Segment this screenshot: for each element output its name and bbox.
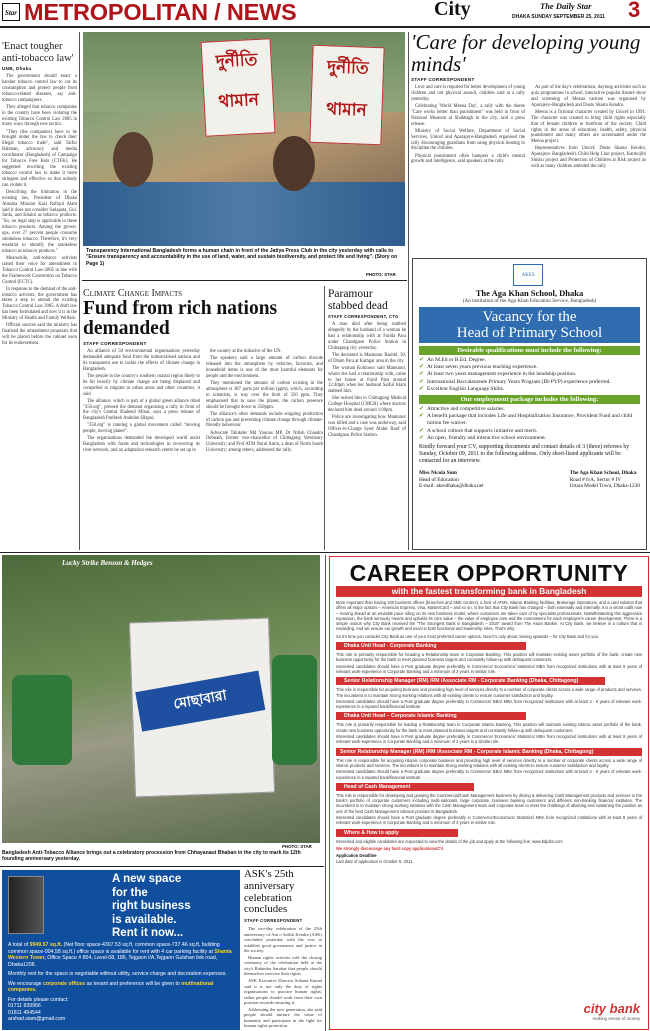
byline: STAFF CORRESPONDENT bbox=[244, 918, 303, 924]
protest-sign-right: দুর্নীতি থামান bbox=[309, 45, 384, 145]
org-tagline: (An institution of the Aga Khan Education Service, Bangladesh) bbox=[462, 298, 597, 304]
byline: STAFF CORRESPONDENT bbox=[411, 77, 475, 82]
masthead bbox=[0, 0, 650, 26]
tenant-preference: We encourage corporate offices as tenant and preference will be given to multinational companies. bbox=[8, 980, 214, 993]
tobacco-article bbox=[2, 41, 77, 549]
position-3-desc: This role is primarily responsible for leading a Relationship team in Corporate Islamic Banking. This position will maintain existing Islamic asset portfolio of the bank, create new business opportunity for the bank to meet planned business targets and constantly follow-up with delinquent customers. bbox=[336, 722, 642, 733]
vacancy-title: Vacancy for the Head of Primary School bbox=[419, 307, 640, 343]
akes-logo: AKES bbox=[513, 264, 543, 286]
kicker: Climate Change Impacts bbox=[83, 288, 183, 299]
position-3-req: Interested candidates should have a Post graduate degree preferably in Commerce/ Economics/ Statistics/ MBA from recognized institutions with at least 8 years of relevant work-experience in Corporate Banking and a minimum of 3 years in a similar role. bbox=[336, 734, 642, 745]
rent-terms: Monthly rent for the space is negotiable without utility, service charge and decoration expenses. bbox=[8, 971, 227, 977]
intro-2: So it's time you consider City Bank as one of your most preferred career options. Now it's only about moving upwards – for City Bank and for you. bbox=[336, 633, 600, 639]
procession-banner bbox=[129, 618, 275, 798]
photo-credit: PHOTO: STAR bbox=[366, 272, 396, 277]
position-2-desc: This role is responsible for acquiring business and providing high level of services directly to a number of corporate clients across a wide range of products and services. The incumbent is to maintain strong working relations with all existing clients to ensure customer satisfaction and loyalty. bbox=[336, 687, 642, 698]
headline: ASK's 25th anniversary celebration concludes bbox=[244, 869, 295, 916]
section-title: METROPOLITAN / NEWS bbox=[24, 0, 297, 25]
position-1-req: Interested candidates should have a Post graduate degree preferably in Commerce/ Economics/ Statistics/ MBA from recognized institutions with at least 8 years of relevant work-experience in Corporate Banking and a minimum of 3 years in similar role. bbox=[336, 663, 642, 674]
position-5-desc: This role is responsible for developing and growing the Commercial/Cash Management business by driving & delivering Cash Management products and services to the bank's portfolio of corporate customers including multi-nationals, large corporate, business banking customers and different non-banking financial institutes. The incumbent is to maintain strong working relations with the Cash Management team and corporate team to meet the challenge of attaining and sustaining the position as one of the best Cash Management solution provider in Bangladesh. bbox=[336, 792, 642, 814]
human-chain-photo bbox=[83, 32, 405, 246]
space-details: A total of 9949.57 sq.ft. (Net floor space-4307.53 sq.ft, common space-737.46 sq.ft, building common space-904.58 sq.ft.) office space is available for rent with 4 car parking facility at Shanta Western Tower, Office Space # 804, Level-08, 186, Tejgaon I/A,Tejgaon Gulshan link road, Dhaka1208. bbox=[8, 942, 232, 968]
apply-text: Kindly forward your CV, supporting documents and contact details of 3 (three) referees by Sunday, October 09, 2011 to the following address. Only short-listed applicants will be contacted for an interview. bbox=[419, 444, 630, 465]
care-article bbox=[411, 31, 649, 253]
headline: Paramour stabbed dead bbox=[328, 288, 388, 312]
star-logo: Star bbox=[2, 3, 20, 21]
page-number: 3 bbox=[628, 0, 641, 22]
intro: More important than having 100 business offices (branches and SME centers), a host of ATMs, Islamic Banking facilities, Brokerage Operations, and a card solution that offers all major options – American Express, Visa, MasterCard – and so on, is the fact that City Bank has changed – both externally and internally. It is a smart outfit now – moving ahead at an enviable pace riding on its new business model, where customers are taken care of by specialist professionals. Notwithstanding this aggressive expansion, the bank seriously means and upholds its core value – the value of employee care and the commitment for each employee's career development. There is a simple reason why City Bank received the "The Strongest Bank in Bangladesh – 2010" award from The Asian Banker. At City Bank, we believe in a culture that is rewarding. And we ensure our growth and excel in both functional and leadership roles. That's why. bbox=[336, 600, 642, 632]
banner-top: Lucky Strike Benson & Hedges bbox=[62, 559, 153, 567]
ask-article bbox=[244, 869, 322, 1031]
byline: UNB, Dhaka bbox=[2, 66, 32, 71]
paramour-article bbox=[328, 288, 406, 550]
position-4-desc: This role is responsible for acquiring Islamic corporate business and providing high level of services directly to a number of corporate clients across a wide range of Islamic products and services. The incumbent is to maintain strong working relations with all existing clients to ensure customer satisfaction and loyalty. bbox=[336, 757, 642, 768]
body: A man died after being stabbed allegedly by the husband of a woman he had a relationship with at Farida Para under Chandgaon Police Station in Chittagong city yesterday. The deceased is Mamunur Rashid, 30, of Dham Para at Kathgar area in the city. The woman Kohinoor said Mamunur, whom she had a relationship with, came to her house at Farid Para around 12:40pm when her husband Saiful Islam stabbed him. She rushed him to Chittagong Medical College Hospital (CMCH) where doctors declared him dead around 1:00pm. Police are investigating how Mamunur was killed and a case was underway, said Officer-in-Charge Syed Abdur Rauf of Chandgaon Police Station. bbox=[328, 322, 406, 439]
package-list: ✔ Attractive and competitive salaries. ✔ A benefit package that includes Life and Hospitalization Insurance, Provident Fund and child tuition fee waiver. ✔ A school culture that supports initiative and merit. ✔ An open, friendly and interactive school environment. bbox=[419, 406, 640, 442]
city-label: City bbox=[434, 0, 471, 20]
package-bar: Our employment package includes the following: bbox=[419, 395, 640, 404]
rally-photo-credit: PHOTO: STAR bbox=[282, 844, 312, 849]
aga-khan-ad bbox=[412, 258, 647, 550]
hard-copy-notice: We strongly discourage any hard copy applications/CV. bbox=[336, 845, 444, 851]
deadline-label: Application Deadline bbox=[336, 853, 377, 859]
position-1-title: Dhaka Unit Head - Corporate Banking bbox=[336, 642, 526, 650]
protest-sign-left: দুর্নীতি থামান bbox=[201, 38, 276, 137]
qualifications-bar: Desirable qualifications must include the following: bbox=[419, 346, 640, 355]
human-chain-caption: Transparency International Bangladesh forms a human chain in front of the Jatiya Press Club in the city yesterday with calls to "Ensure transparency and accountability in the use of land, water, and sustain biodiversity, and protect life and living". (Story on Page 1) bbox=[86, 248, 398, 267]
body: The government should enact a harsher tobacco control law to cut its consumption and protect people from tobacco-related diseases, say anti-tobacco campaigners. They alleged that tobacco companies in the country have been violating the existing Tobacco Control Law 2005 in many ways through new tactics. "They (the companies) have to be brought under the law to check their illegal tobacco trade", said Taifur Rahman, advocacy and media coordinator (Bangladesh) of Campaign for Tobacco Free Kids (CTFK). He suggested rewriting the existing tobacco control law to make it more stringent and effective so that nobody can violate it. Describing the limitation in the existing law, President of Dhaka Ahsania Mission Kazi Rafiqul Alam said it does not consider Sadapata, Gul, Jarda, and Khaini as tobacco products. "So, no legal step is applicable to these tobacco products. Among the grown-ups, over 27 percent people consume smokeless tobacco. Therefore, it's very essential to identify the smokeless tobacco as tobacco products." Meanwhile, anti-tobacco activists raised their voice for amendment to Tobacco Control Law-2005 in line with the Framework Convention on Tobacco Control (FCTC). In response to the demand of the anti-tobacco activists, the government has taken a step to amend the existing Tobacco Control Law 2005. A draft law has been formulated and now it is in the Ministry of Health and Family Welfare. Official sources said the ministry has finalised the amendment proposals that will be placed before the cabinet soon for its endorsement. bbox=[2, 74, 77, 346]
headline: 'Enact tougher anti-tobacco law' bbox=[2, 41, 74, 64]
position-5-title: Head of Cash Management bbox=[336, 783, 474, 791]
city-bank-career-ad bbox=[329, 556, 649, 1030]
byline: STAFF CORRESPONDENT bbox=[83, 341, 147, 346]
contact-heading: For details please contact: bbox=[8, 996, 69, 1003]
body-col-2: the country at the initiative of the UN. The speakers said a large amount of carbon dioxide released into the atmosphere by vehicles, factories, and household items is one of the most harmful elements for people and the environment. They mentioned the amount of carbon existing in the atmosphere is 387 parts per million (ppm), which, according to scientists, is way over the limit of 350 ppm. They emphasised that to save the planet, the carbon presence should be brought down to 350ppm. The alliance's other demands include stopping production of carbon gas and preventing climate change through climate-friendly behaviour. Advocate Talukder Md Younus MP, Dr Nitish Chandra Debnath, former vice-chancellor of Chittagong Veterinary University; and Prof ATM Nurul Amin, a dean of North South University; among others, addressed the rally. bbox=[206, 349, 323, 454]
career-subtitle: with the fastest transforming bank in Bangladesh bbox=[336, 586, 642, 597]
rally-photo bbox=[2, 555, 320, 843]
ad-headline: A new space for the right business is available. Rent it now... bbox=[112, 873, 191, 939]
building-image bbox=[8, 876, 44, 934]
city-bank-logo: city bank making sense of money bbox=[583, 1001, 640, 1021]
paper-name: The Daily Star bbox=[540, 1, 592, 11]
phone-2[interactable]: 01811 454544 bbox=[8, 1009, 41, 1016]
apply-text[interactable]: Interested and eligible candidates are requested to view the details of the job and apply at the following link: www.bdjobs.com bbox=[336, 838, 563, 844]
phone-1[interactable]: 01711 839956 bbox=[8, 1003, 41, 1009]
headline: 'Care for developing young minds' bbox=[411, 31, 641, 76]
office-space-ad bbox=[2, 870, 240, 1030]
address-block: The Aga Khan School, Dhaka Road # 6/A, Sector # IV Uttara Model Town, Dhaka-1230 bbox=[569, 470, 640, 490]
position-4-title: Senior Relationship Manager (RM) /RM /Associate RM - Corporate Islamic Banking (Dhaka, Chittagong) bbox=[336, 748, 642, 756]
body-col-1: Love and care is required for better development of young children and not physical assault, children said at a rally yesterday. Celebrating 'World Meena Day', a rally with the theme "Care works better than punishment" was held in front of National Museum at Shahbagh in the city, said a press release. Ministry of Social Welfare, Department of Social Services, Unicef and Aparajeyo-Bangladesh organised the rally discouraging guardians from using physical beating to discipline the children. Physical punishment often hampers a child's mental growth and intelligence, said speakers at the rally. bbox=[411, 85, 525, 165]
position-4-req: Interested candidates should have a Post graduate degree preferably in Commerce/ BBA/ MBA from recognized institutions with at least 3 - 5 years of relevant work-experience in a reputed bank/financial institute. bbox=[336, 769, 642, 780]
body-col-1: An alliance of 50 environmental organisations yesterday demanded adequate fund from the industrialised nations and its transparent use to tackle the effects of climate change in Bangladesh. The people in the country's southern coastal region likely to be hit heavily by climate change are being displaced and compelled to migrate to urban areas and other countries, it said. The alliance, which is part of a global green alliance titled "350.org", pressed the demand organising a rally in front of the city's Central Shaheed Minar, says a press release of Bangladesh Paribesh Andolon (Bapa). "350.org" is running a global movement called "moving people, moving planet". The organisations demanded the developed world assist Bangladesh with funds and technologies in recovering its river network, and an adaptation research centre be set up in bbox=[83, 349, 200, 454]
position-3-title: Dhaka Unit Head – Corporate Islamic Banking bbox=[336, 712, 526, 720]
deadline: Last date of application is October 5, 2011. bbox=[336, 858, 414, 864]
rally-caption: Bangladesh Anti-Tobacco Alliance brings out a celebratory procession from Chhayanaut Bhaban in the city to mark its 12th founding anniversary yesterday. bbox=[2, 850, 301, 863]
contact-email[interactable]: E-mail: akesdhaka@dhaka.net bbox=[419, 483, 484, 490]
qualifications-list: ✔ An M.Ed or B.Ed. Degree. ✔ At least seven years previous teaching experience. ✔ At least two years management experience in the headship position. ✔ International Baccalaureate Primary Years Program (IB-PYP) experience preferred. ✔ Excellent English Language Skills. bbox=[419, 357, 640, 393]
apply-bar: Where & How to apply bbox=[336, 829, 458, 837]
body: The two-day celebration of the 25th anniversary of Ain o Salish Kendra (ASK) concluded yesterday with the vow to establish good governance and justice in the society. Human rights activists told the closing ceremony of the celebration held at the city's Rabindra Sarobar that people should themselves exercise their rights. ASK Executive Director Sultana Kamal said it is not only the duty of rights organisations to practice human rights; rather people should work from their own position towards ensuring it. Addressing the new generation, she said people should nurture the value of humanity and participate in the fight for human rights protection. bbox=[244, 926, 322, 1029]
career-title: CAREER OPPORTUNITY bbox=[349, 560, 629, 586]
contact-email[interactable]: arshad.siam@gmail.com bbox=[8, 1016, 66, 1022]
position-2-title: Senior Relationship Manager (RM) /RM /Associate RM - Corporate Banking (Dhaka, Chittagong) bbox=[336, 677, 605, 685]
banner-text: মোছাবারা bbox=[135, 671, 265, 732]
dateline: DHAKA SUNDAY SEPTEMBER 25, 2011 bbox=[512, 14, 605, 20]
position-2-req: Interested candidates should have a Post graduate degree preferably in Commerce/ BBA/ MBA from recognized institutions with at least 3 - 5 years of relevant work-experience in a reputed bank/financial institute. bbox=[336, 698, 642, 710]
contact-block: Miss Nicola Sum Head of Education E-mail: akesdhaka@dhaka.net bbox=[419, 470, 484, 490]
headline: Fund from rich nations demanded bbox=[83, 298, 278, 339]
position-1-desc: This role is primarily responsible for heading a Relationship team in Corporate Banking. This position will maintain existing asset portfolio of the bank, create new business opportunity for the bank to meet planned business targets and constantly follow-up with delinquent customers. bbox=[336, 652, 642, 663]
climate-article bbox=[83, 288, 323, 550]
org-name: The Aga Khan School, Dhaka bbox=[475, 288, 584, 298]
byline: STAFF CORRESPONDENT, CTG bbox=[328, 314, 399, 319]
position-5-req: Interested candidates should have a Post graduate degree preferably in Commerce/Economics/ Statistics/ MBA from recognized institutions with at least 8 years of relevant work-experience in Corporate Banking and a minimum of 3 years in similar role. bbox=[336, 815, 642, 826]
body-col-2: As part of the day's celebrations, daylong activities such as quiz programmes in school, interactive popular theatre show and screening of Meena cartoon was organised by Aparajeyo-Bangladesh and Dusto Shasto Kendro. Meena is a fictional character created by Unicef in 1991. The character was created to bring child rights especially that of female children to forefront of the society. Child rights in the areas of education, health, safety, physical punishment and many others are accentuated under the Meena project. Representatives from Unicef, Dusto Shasto Kendro, Aparajeyo Bangladesh's Child Help Line project, Karmojibi Shishu project and Protection of Children at Risk project as well as many children attended the rally. bbox=[531, 85, 646, 170]
